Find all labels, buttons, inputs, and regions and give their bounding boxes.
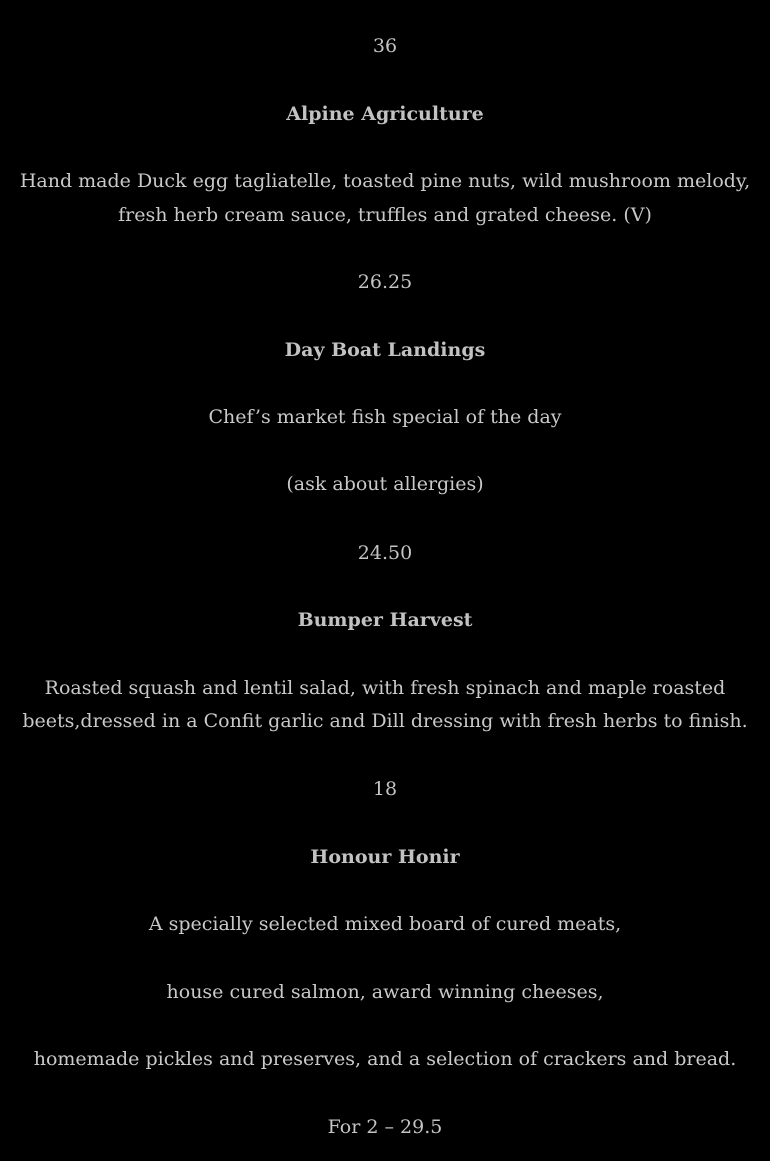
dish-description-line: A specially selected mixed board of cured meats,: [148, 913, 622, 935]
dish-description-line: Hand made Duck egg tagliatelle, toasted pine nuts, wild mushroom melody,: [19, 170, 751, 192]
dish-description-line: house cured salmon, award winning cheeses,: [166, 981, 604, 1003]
dish-description-line: (ask about allergies): [286, 473, 484, 495]
dish-description-line: Roasted squash and lentil salad, with fresh spinach and maple roasted: [44, 677, 726, 699]
dish-title-alpine-agriculture: Alpine Agriculture: [286, 103, 484, 125]
dish-title-day-boat-landings: Day Boat Landings: [284, 339, 486, 361]
dish-description-line: fresh herb cream sauce, truffles and grated cheese. (V): [118, 204, 652, 226]
dish-description-line: Chef’s market fish special of the day: [208, 406, 562, 428]
menu-price: 18: [372, 778, 398, 800]
dish-title-honour-honir: Honour Honir: [310, 846, 460, 868]
dish-description-line: homemade pickles and preserves, and a selection of crackers and bread.: [33, 1048, 737, 1070]
menu-price: For 2 – 29.5: [327, 1116, 443, 1138]
menu-price: 24.50: [357, 542, 413, 564]
dish-description-line: beets,dressed in a Confit garlic and Dill dressing with fresh herbs to finish.: [22, 710, 748, 732]
dish-title-bumper-harvest: Bumper Harvest: [297, 609, 473, 631]
menu-price: 36: [372, 35, 398, 57]
menu-price: 26.25: [357, 271, 413, 293]
